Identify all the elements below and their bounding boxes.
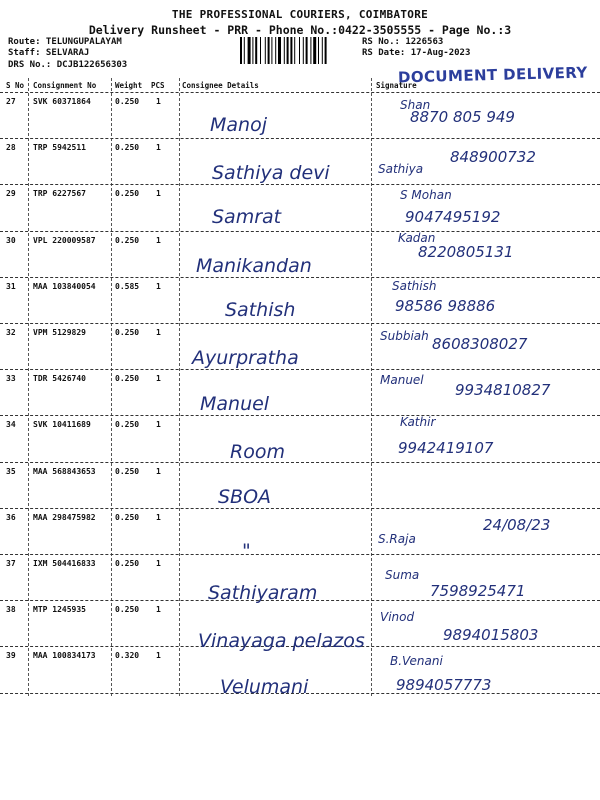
serial-number: 39 (6, 651, 16, 661)
serial-number: 33 (6, 374, 16, 384)
document-delivery-stamp: DOCUMENT DELIVERY (397, 63, 588, 87)
signature-handwriting: Shan (400, 98, 431, 112)
consignee-handwriting: Sathiya devi (212, 162, 330, 185)
weight-value: 0.250 (115, 97, 140, 106)
phone-handwriting: 8870 805 949 (410, 108, 515, 126)
serial-number: 37 (6, 559, 16, 568)
signature-handwriting: Subbiah (380, 329, 429, 343)
signature-handwriting: Suma (385, 568, 420, 582)
phone-handwriting: 9894057773 (396, 676, 492, 695)
table-row (0, 92, 600, 139)
table-row (0, 646, 600, 699)
weight-value: 0.250 (115, 605, 140, 615)
col-consignee: Consignee Details (182, 81, 259, 90)
table-row (0, 508, 600, 562)
runsheet-title: Delivery Runsheet - PRR - Phone No.:0422-3505555 - Page No.:3 (88, 23, 512, 37)
consignee-handwriting: Sathish (225, 298, 296, 321)
pcs-count: 1 (156, 559, 161, 568)
serial-number: 38 (6, 605, 16, 615)
phone-handwriting: 8608308027 (432, 335, 528, 353)
consignment-number: MAA 100834173 (33, 651, 96, 661)
pcs-count: 1 (156, 466, 161, 476)
phone-handwriting: 9942419107 (398, 439, 494, 458)
phone-handwriting: 24/08/23 (483, 515, 551, 534)
consignee-handwriting: Manoj (210, 114, 267, 136)
consignee-handwriting: " (242, 539, 251, 562)
col-sno: S No (6, 81, 25, 90)
phone-handwriting: 9894015803 (443, 626, 539, 645)
consignee-handwriting: Manikandan (196, 254, 312, 277)
drs-number: DRS No.: DCJB122656303 (8, 60, 128, 70)
pcs-count: 1 (156, 189, 161, 199)
phone-handwriting: 9934810827 (455, 381, 551, 400)
serial-number: 29 (6, 189, 16, 199)
consignee-handwriting: Ayurpratha (192, 347, 299, 369)
signature-handwriting: Kathir (400, 415, 436, 430)
col-consignment: Consignment No (33, 81, 97, 90)
weight-value: 0.250 (115, 466, 140, 476)
table-row (0, 184, 600, 231)
pcs-count: 1 (156, 328, 161, 337)
signature-handwriting: Sathish (392, 278, 437, 293)
consignment-number: MAA 298475982 (33, 512, 96, 522)
weight-value: 0.250 (115, 143, 140, 153)
serial-number: 28 (6, 143, 16, 153)
consignment-number: SVK 10411689 (33, 420, 91, 430)
consignee-handwriting: Vinayaga pelazos (198, 630, 365, 653)
weight-value: 0.250 (115, 189, 140, 199)
col-signature: Signature (376, 81, 417, 90)
signature-handwriting: Manuel (380, 373, 424, 388)
consignment-number: IXM 504416833 (33, 559, 96, 568)
pcs-count: 1 (156, 605, 161, 615)
pcs-count: 1 (156, 651, 161, 661)
phone-handwriting: 848900732 (450, 148, 536, 167)
table-row (0, 554, 600, 604)
consignee-handwriting: Room (230, 441, 285, 464)
consignment-number: VPL 220009587 (33, 235, 96, 245)
route-label: Route: TELUNGUPALAYAM (8, 37, 122, 47)
barcode-image (240, 37, 355, 64)
consignment-number: VPM 5129829 (33, 328, 86, 337)
table-row (0, 323, 600, 370)
signature-handwriting: Sathiya (378, 162, 424, 177)
table-row (0, 277, 600, 324)
serial-number: 30 (6, 235, 16, 245)
consignee-handwriting: Sathiyaram (208, 582, 318, 604)
signature-handwriting: Kadan (398, 230, 436, 245)
table-header (0, 78, 600, 93)
phone-handwriting: 98586 98886 (395, 296, 496, 315)
pcs-count: 1 (156, 97, 161, 106)
table-row (0, 369, 600, 416)
consignment-number: SVK 60371864 (33, 97, 91, 106)
consignee-handwriting: SBOA (218, 485, 272, 508)
staff-label: Staff: SELVARAJ (8, 48, 90, 58)
consignment-number: TRP 5942511 (33, 143, 86, 153)
weight-value: 0.250 (115, 235, 140, 245)
weight-value: 0.320 (115, 651, 140, 661)
consignment-number: MAA 568843653 (33, 466, 96, 476)
weight-value: 0.250 (115, 328, 140, 337)
rs-number: RS No.: 1226563 (362, 37, 444, 47)
consignee-handwriting: Samrat (212, 206, 282, 229)
serial-number: 34 (6, 420, 16, 430)
phone-handwriting: 8220805131 (418, 242, 514, 261)
signature-handwriting: Vinod (380, 610, 415, 625)
table-row (0, 600, 600, 653)
consignee-handwriting: Velumani (220, 676, 309, 699)
rs-date: RS Date: 17-Aug-2023 (362, 48, 471, 58)
pcs-count: 1 (156, 420, 161, 430)
table-row (0, 231, 600, 278)
serial-number: 27 (6, 97, 16, 106)
pcs-count: 1 (156, 374, 161, 384)
serial-number: 35 (6, 466, 16, 476)
phone-handwriting: 9047495192 (405, 208, 501, 227)
weight-value: 0.250 (115, 512, 140, 522)
phone-handwriting: 7598925471 (430, 582, 526, 600)
consignment-number: MTP 1245935 (33, 605, 86, 615)
weight-value: 0.250 (115, 559, 140, 568)
table-row (0, 462, 600, 509)
weight-value: 0.250 (115, 374, 140, 384)
signature-handwriting: S.Raja (378, 531, 416, 546)
consignment-number: TRP 6227567 (33, 189, 86, 199)
table-row (0, 415, 600, 462)
company-name: THE PROFESSIONAL COURIERS, COIMBATORE (171, 8, 429, 21)
consignment-number: TDR 5426740 (33, 374, 86, 384)
consignment-number: MAA 103840054 (33, 281, 96, 291)
weight-value: 0.250 (115, 420, 140, 430)
col-weight: Weight (115, 81, 143, 90)
pcs-count: 1 (156, 143, 161, 153)
table-row (0, 138, 600, 185)
col-pcs: PCS (151, 81, 165, 90)
pcs-count: 1 (156, 281, 161, 291)
serial-number: 31 (6, 281, 16, 291)
pcs-count: 1 (156, 235, 161, 245)
weight-value: 0.585 (115, 281, 140, 291)
signature-handwriting: S Mohan (400, 188, 452, 203)
consignee-handwriting: Manuel (200, 393, 270, 416)
pcs-count: 1 (156, 512, 161, 522)
serial-number: 36 (6, 512, 16, 522)
serial-number: 32 (6, 328, 16, 337)
signature-handwriting: B.Venani (390, 654, 443, 669)
